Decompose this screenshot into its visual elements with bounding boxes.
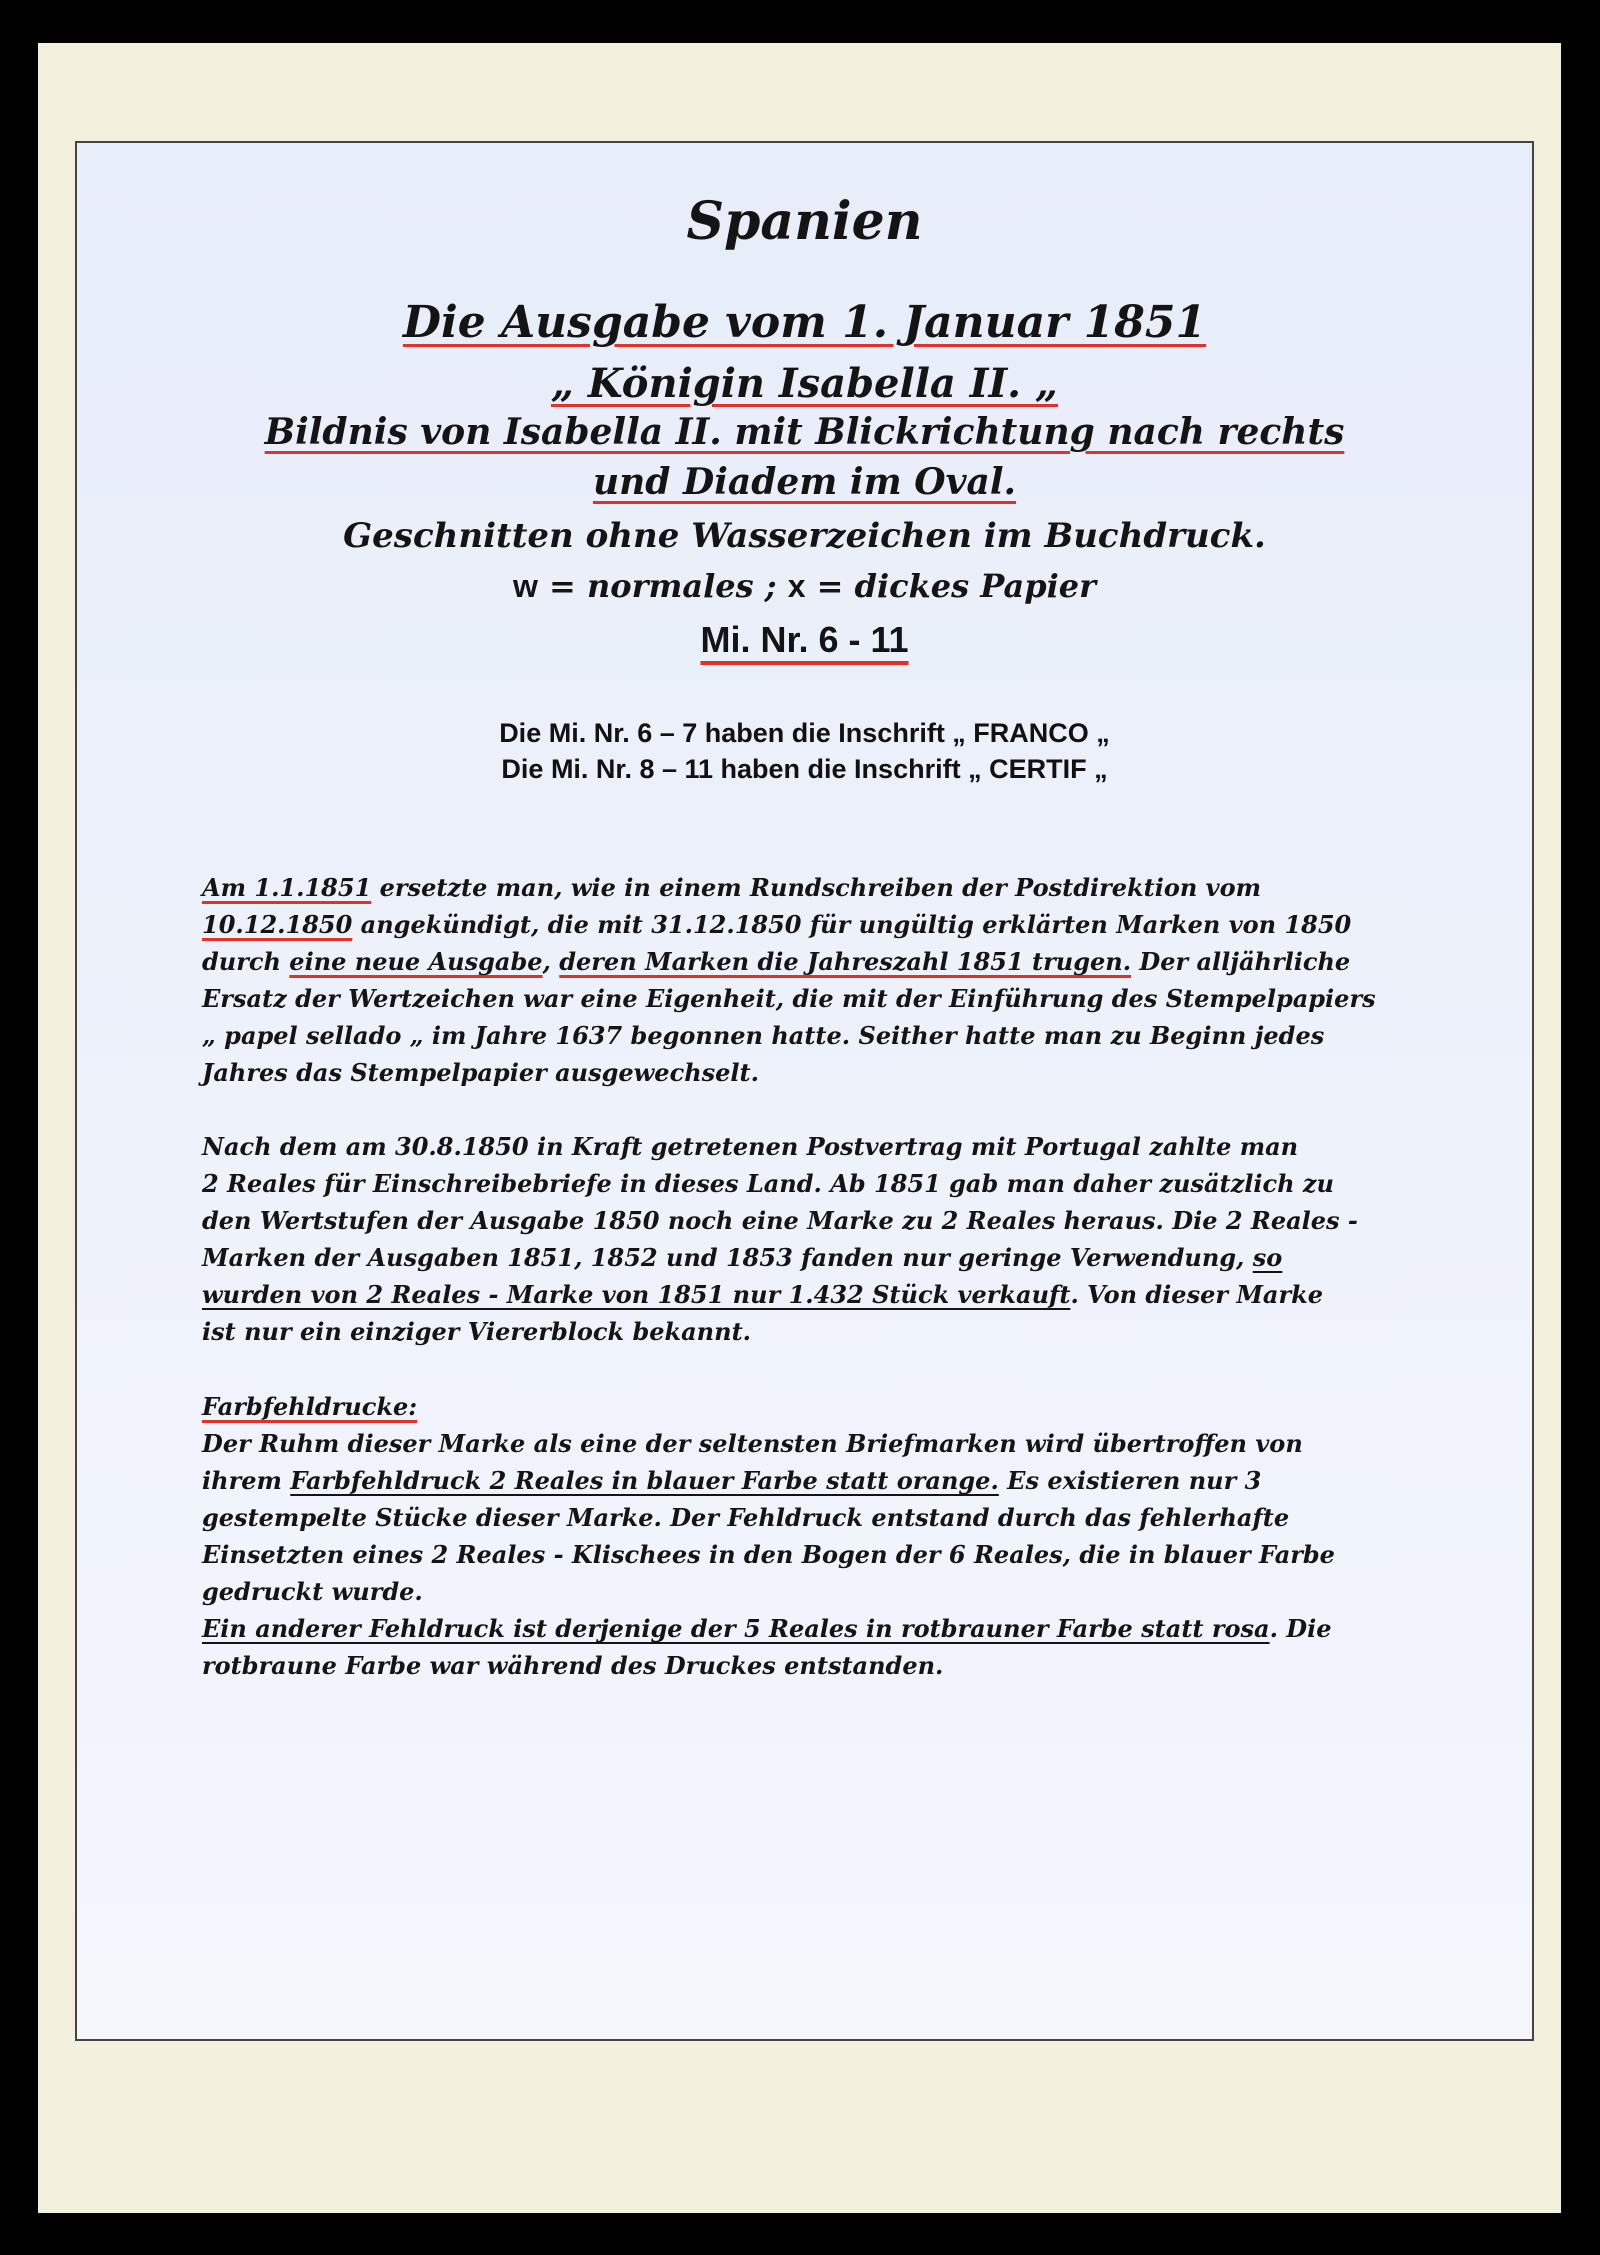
paper-types: w = normales ; x = dickes Papier bbox=[513, 567, 1096, 605]
text-line: 10.12.1850 angekündigt, die mit 31.12.1850 für ungültig erklärten Marken von 1850 bbox=[202, 910, 1352, 939]
text-line: Der Ruhm dieser Marke als eine der seltensten Briefmarken wird übertroffen von bbox=[202, 1429, 1303, 1458]
text-line: durch eine neue Ausgabe, deren Marken die Jahreszahl 1851 trugen. Der alljährliche bbox=[202, 947, 1351, 976]
issue-subheading: „ Königin Isabella II. „ bbox=[550, 360, 1059, 407]
inscription-line: Die Mi. Nr. 8 – 11 haben die Inschrift „ CERTIF „ bbox=[501, 754, 1108, 784]
document-sheet bbox=[75, 141, 1534, 2041]
text-line: Nach dem am 30.8.1850 in Kraft getretenen Postvertrag mit Portugal zahlte man bbox=[202, 1132, 1299, 1161]
issue-heading: Die Ausgabe vom 1. Januar 1851 bbox=[402, 297, 1207, 348]
text-line: wurden von 2 Reales - Marke von 1851 nur 1.432 Stück verkauft. Von dieser Marke bbox=[202, 1280, 1324, 1309]
description-line-3: Geschnitten ohne Wasserzeichen im Buchdruck. bbox=[343, 516, 1266, 556]
inscription-line: Die Mi. Nr. 6 – 7 haben die Inschrift „ FRANCO „ bbox=[499, 718, 1110, 748]
text-line: Ersatz der Wertzeichen war eine Eigenheit, die mit der Einführung des Stempelpapiers bbox=[202, 984, 1376, 1013]
text-line: Jahres das Stempelpapier ausgewechselt. bbox=[202, 1058, 759, 1087]
text-line: gedruckt wurde. bbox=[202, 1577, 423, 1606]
text-line: 2 Reales für Einschreibebriefe in dieses Land. Ab 1851 gab man daher zusätzlich zu bbox=[202, 1169, 1334, 1198]
section-heading: Farbfehldrucke: bbox=[202, 1392, 418, 1421]
text-line: ihrem Farbfehldruck 2 Reales in blauer Farbe statt orange. Es existieren nur 3 bbox=[202, 1466, 1262, 1495]
text-line: gestempelte Stücke dieser Marke. Der Fehldruck entstand durch das fehlerhafte bbox=[202, 1503, 1290, 1532]
text-line: Marken der Ausgaben 1851, 1852 und 1853 fanden nur geringe Verwendung, so bbox=[202, 1243, 1283, 1272]
text-line: Einsetzten eines 2 Reales - Klischees in den Bogen der 6 Reales, die in blauer Farbe bbox=[202, 1540, 1335, 1569]
text-line: „ papel sellado „ im Jahre 1637 begonnen hatte. Seither hatte man zu Beginn jedes bbox=[202, 1021, 1325, 1050]
description-line-1: Bildnis von Isabella II. mit Blickrichtung nach rechts bbox=[264, 411, 1345, 453]
page-title: Spanien bbox=[686, 191, 923, 252]
text-line: ist nur ein einziger Viererblock bekannt. bbox=[202, 1317, 752, 1346]
paragraph-2 bbox=[202, 1128, 1452, 1350]
paragraph-3 bbox=[202, 1388, 1452, 1684]
paragraph-1 bbox=[202, 869, 1452, 1091]
album-page bbox=[38, 43, 1561, 2213]
text-line: rotbraune Farbe war während des Druckes entstanden. bbox=[202, 1651, 944, 1680]
catalog-number: Mi. Nr. 6 - 11 bbox=[700, 619, 909, 660]
text-line: Ein anderer Fehldruck ist derjenige der 5 Reales in rotbrauner Farbe statt rosa. Die bbox=[202, 1614, 1332, 1643]
text-line: den Wertstufen der Ausgabe 1850 noch eine Marke zu 2 Reales heraus. Die 2 Reales - bbox=[202, 1206, 1358, 1235]
description-line-2: und Diadem im Oval. bbox=[592, 461, 1017, 503]
text-line: Am 1.1.1851 ersetzte man, wie in einem Rundschreiben der Postdirektion vom bbox=[202, 873, 1261, 902]
